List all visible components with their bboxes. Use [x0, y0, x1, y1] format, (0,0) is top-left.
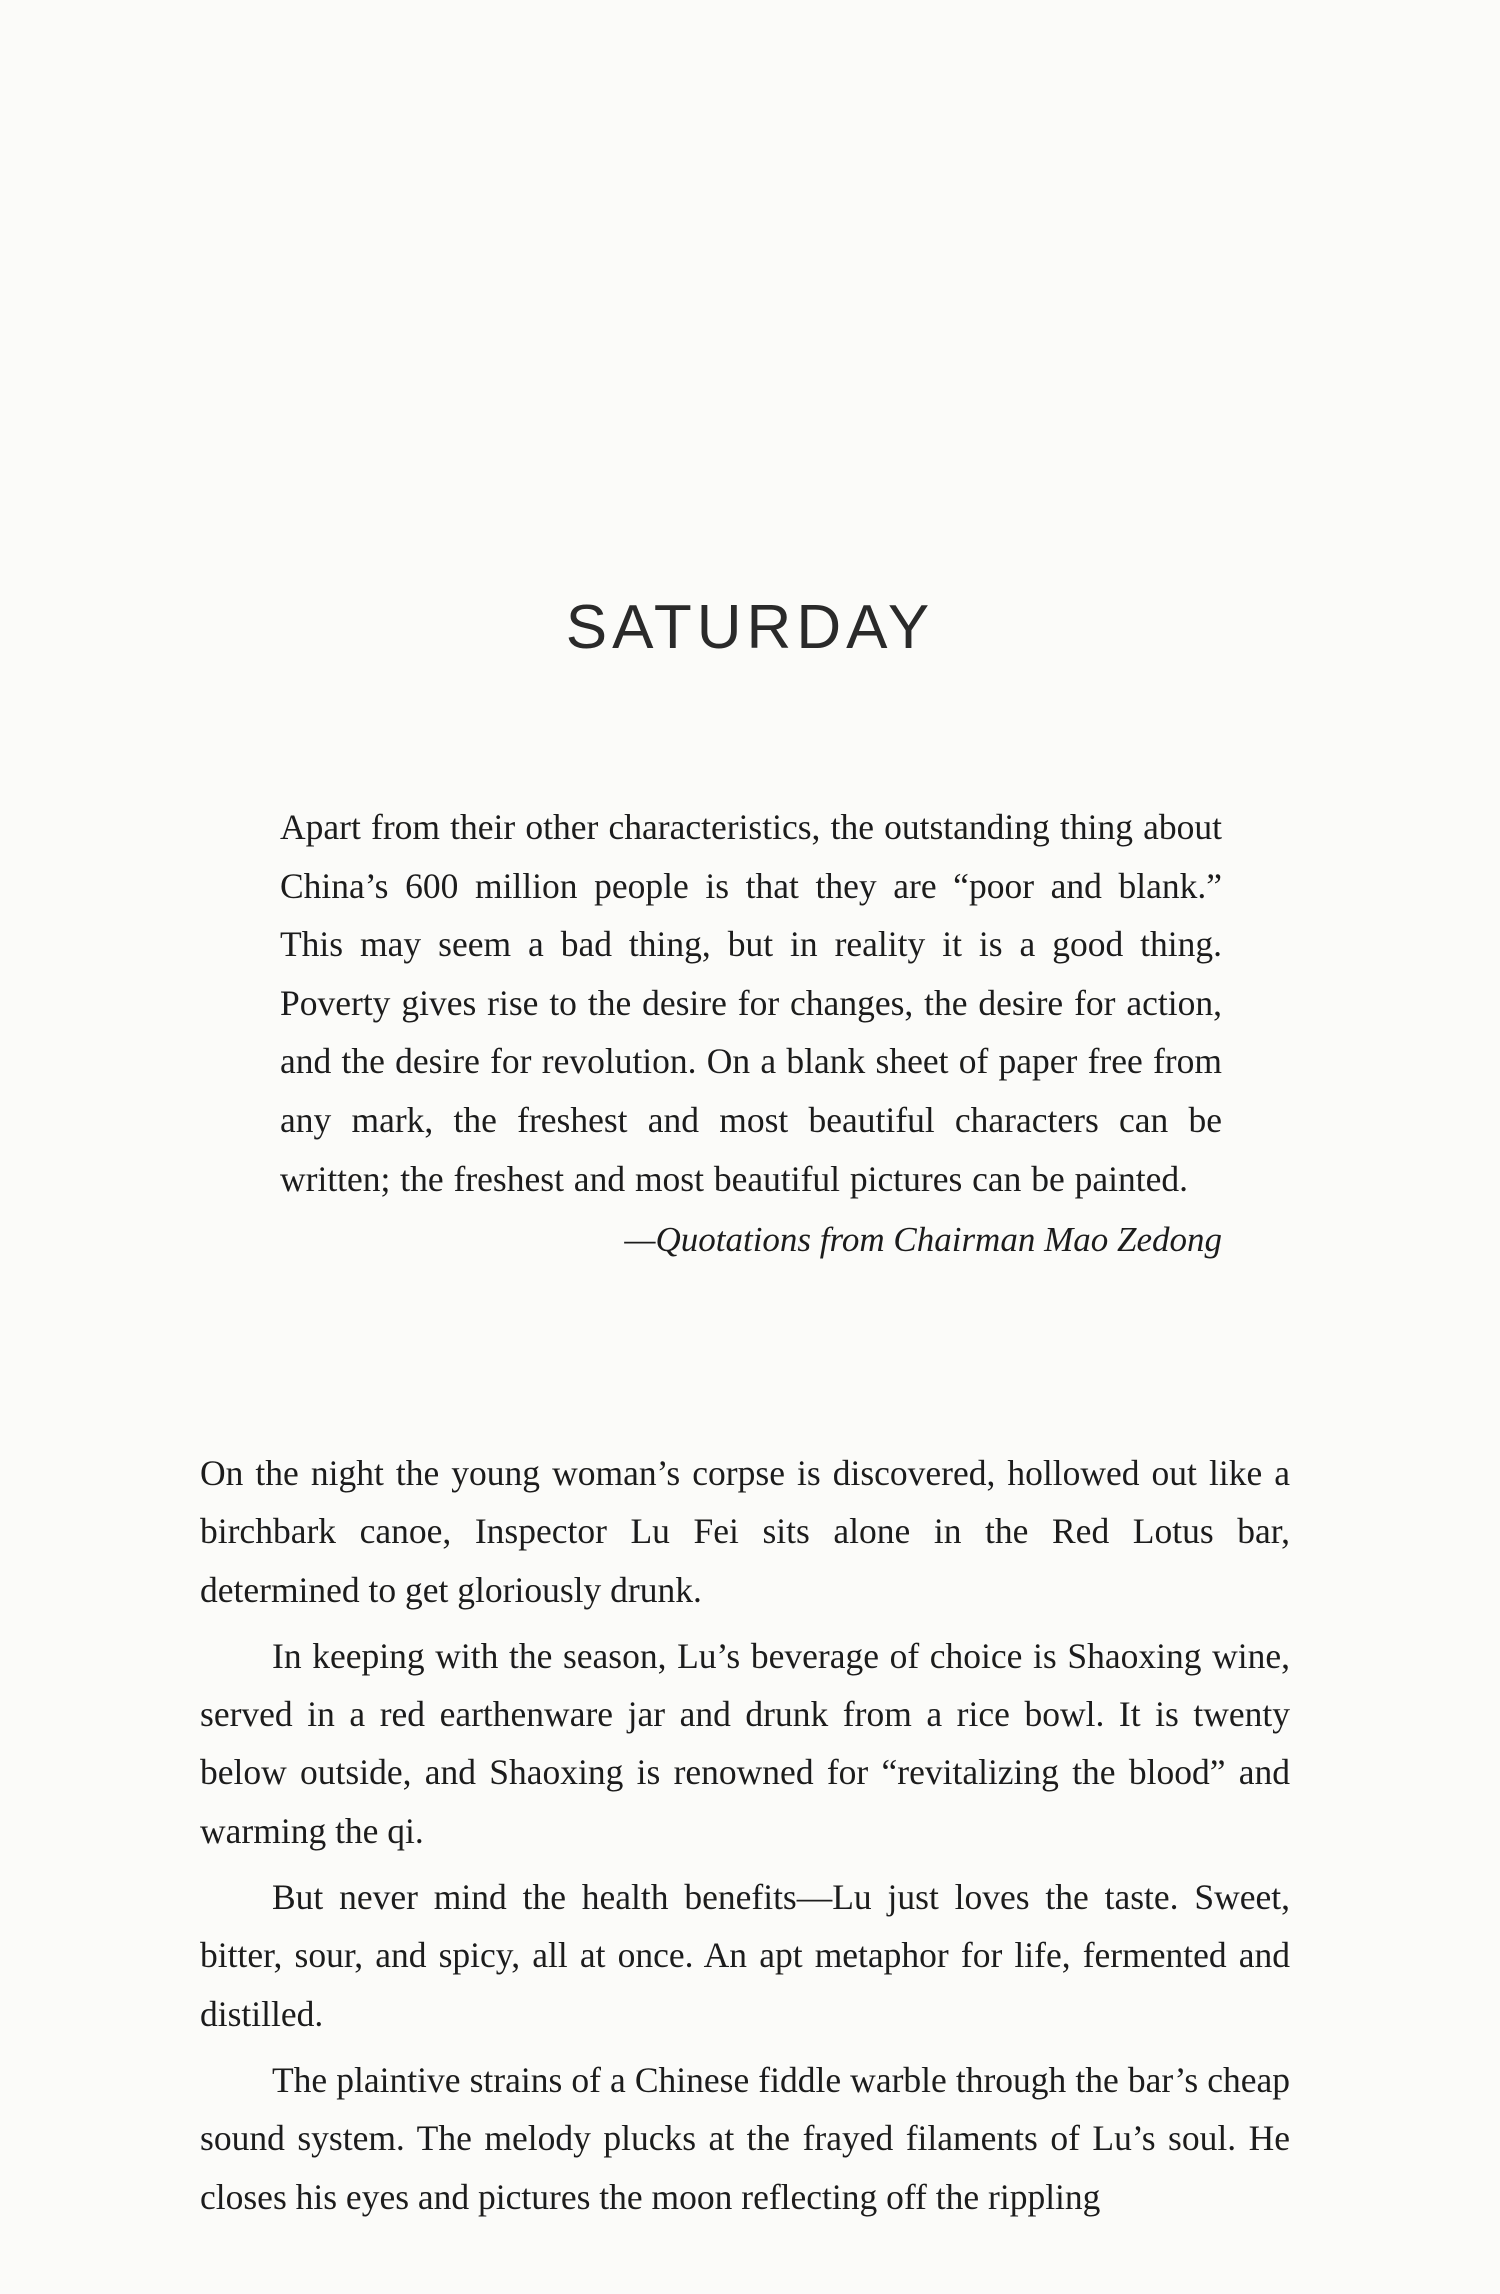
chapter-title: SATURDAY	[565, 593, 935, 662]
body-paragraph: But never mind the health benefits—Lu just loves the taste. Sweet, bitter, sour, and spicy, all at once. An apt metaphor for life, fermented and distilled.	[200, 1877, 1290, 2034]
chapter-body	[200, 1444, 1290, 2226]
body-paragraph: The plaintive strains of a Chinese fiddle warble through the bar’s cheap sound system. The melody plucks at the frayed filaments of Lu’s soul. He closes his eyes and pictures the moon reflecting off the rippling	[200, 2059, 1290, 2217]
body-paragraph: On the night the young woman’s corpse is discovered, hollowed out like a birchbark canoe, Inspector Lu Fei sits alone in the Red Lotus bar, determined to get gloriously drunk.	[200, 1453, 1290, 1610]
epigraph	[280, 798, 1222, 1269]
epigraph-attribution: —Quotations from Chairman Mao Zedong	[624, 1220, 1222, 1260]
body-paragraph: In keeping with the season, Lu’s beverage of choice is Shaoxing wine, served in a red earthenware jar and drunk from a rice bowl. It is twenty below outside, and Shaoxing is renowned for “revitalizing the blood” and warming the qi.	[200, 1635, 1290, 1851]
epigraph-text: Apart from their other characteristics, the outstanding thing about China’s 600 million people is that they are “poor and blank.” This may seem a bad thing, but in reality it is a good thing. Poverty gives rise to the desire for changes, the desire for action, and the desire for revolution. On a blank sheet of paper free from any mark, the freshest and most beautiful characters can be written; the freshest and most beautiful pictures can be painted.	[280, 807, 1222, 1199]
